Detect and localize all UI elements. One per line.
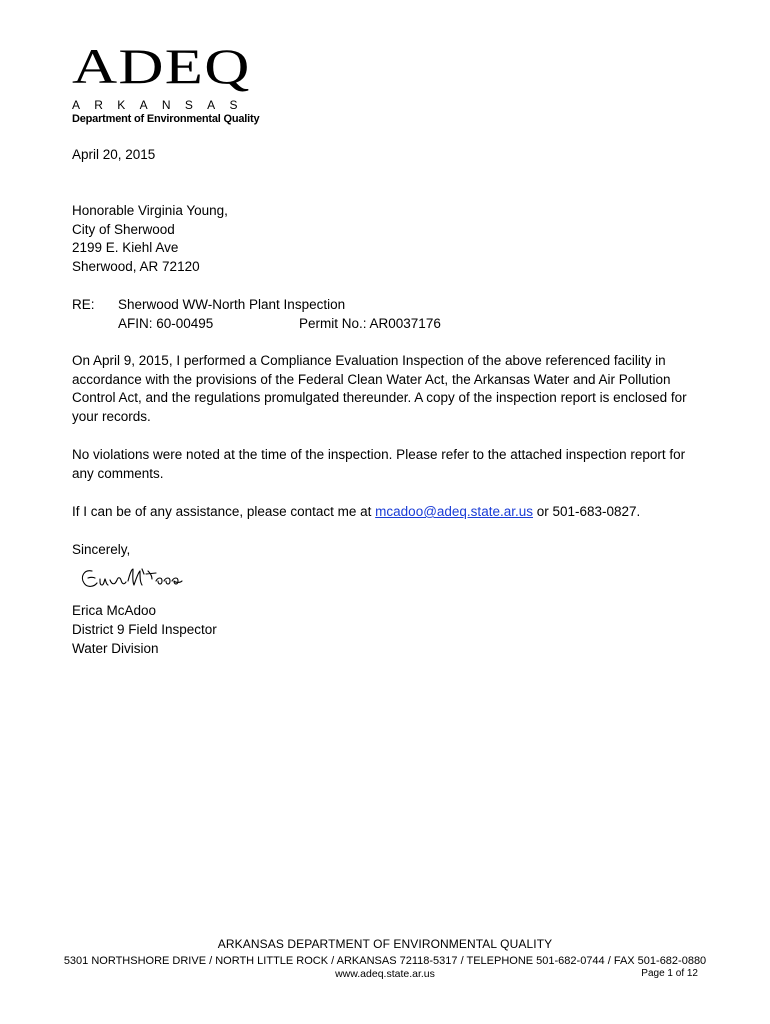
adeq-logo (72, 38, 260, 125)
footer-website: www.adeq.state.ar.us (335, 968, 435, 980)
page-number: Page 1 of 12 (641, 968, 698, 979)
contact-paragraph (72, 503, 702, 522)
footer-address: 5301 NORTHSHORE DRIVE / NORTH LITTLE ROCK / ARKANSAS 72118-5317 / TELEPHONE 501-682-0744 / FAX 501-682-0880 (63, 955, 707, 967)
signer-name: Erica McAdoo (72, 603, 157, 618)
contact-prefix: If I can be of any assistance, please contact me at (72, 504, 376, 519)
letter-date: April 20, 2015 (72, 147, 156, 162)
signer-division: Water Division (72, 641, 159, 656)
re-label: RE: (72, 297, 95, 312)
body-paragraph: No violations were noted at the time of the inspection. Please refer to the attached inspection report for any comments. (72, 447, 686, 481)
re-permit: Permit No.: AR0037176 (299, 316, 441, 331)
logo-department: Department of Environmental Quality (72, 113, 260, 125)
re-subject: Sherwood WW-North Plant Inspection (118, 297, 346, 312)
recipient-line: City of Sherwood (72, 222, 175, 237)
logo-wordmark: ADEQ (72, 38, 251, 94)
re-afin: AFIN: 60-00495 (118, 316, 214, 331)
signature (78, 563, 188, 600)
email-link[interactable]: mcadoo@adeq.state.ar.us (375, 504, 533, 519)
signer-title: District 9 Field Inspector (72, 622, 217, 637)
contact-suffix: or 501-683-0827. (532, 504, 641, 519)
footer-org: ARKANSAS DEPARTMENT OF ENVIRONMENTAL QUALITY (217, 937, 553, 951)
body-paragraph: On April 9, 2015, I performed a Compliance Evaluation Inspection of the above referenced facility in accordance with the provisions of the Federal Clean Water Act, the Arkansas Water and Air Pollution Control Act, and the regulations promulgated thereunder. A copy of the inspection report is enclosed for your records. (72, 353, 687, 424)
logo-state: ARKANSAS (72, 98, 252, 112)
recipient-line: Honorable Virginia Young, (72, 203, 228, 218)
signature-image (78, 563, 188, 595)
recipient-line: Sherwood, AR 72120 (72, 259, 200, 274)
closing: Sincerely, (72, 542, 131, 557)
recipient-line: 2199 E. Kiehl Ave (72, 240, 179, 255)
